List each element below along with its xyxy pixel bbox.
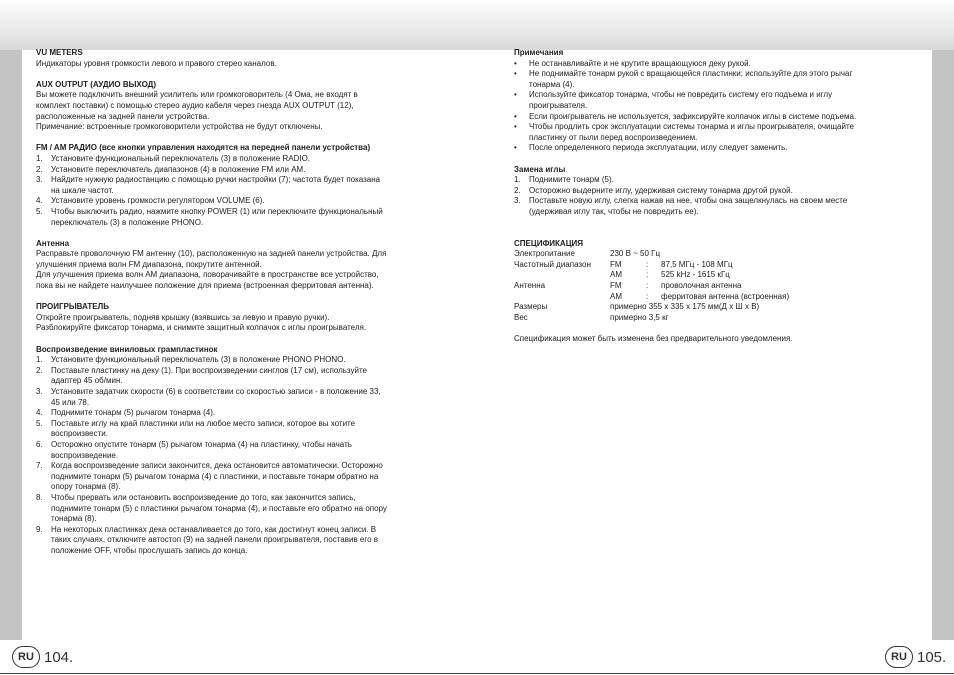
item-text [529,196,934,217]
text-line: Осторожно опустите тонарм (5) рычагом тонарма (4) на пластинку, чтобы начать [51,439,352,449]
vu-meters-text: Индикаторы уровня громкости левого и правого стерео каналов. [36,58,277,68]
spec-colon: : [646,259,649,269]
spec-row [514,302,934,313]
text-line: воспроизведение. [51,450,119,460]
text-line: Примечание: встроенные громкоговорители устройства не будут отключены. [36,122,323,132]
spec-unit: примерно 3,5 кг [610,312,669,322]
spec-unit: FM [610,259,622,269]
item-text [51,525,441,557]
item-number: 8. [36,492,43,502]
bullet-icon: • [514,58,517,68]
spec-colon: : [646,291,649,301]
item-number: 1. [514,175,521,185]
right-margin-bar [932,50,954,640]
text-line: таких случаях, отключите автостоп (9) на задней панели проигрывателя, поставив его в [51,535,379,545]
spec-colon: : [646,281,649,291]
spec-row [514,281,934,292]
spec-value: проволочная антенна [661,281,742,291]
text-line: Установите уровень громкости регулятором VOLUME (6). [51,196,265,206]
list-item [36,165,441,176]
page-number-left [12,646,73,668]
list-item [36,196,441,207]
text-line: на шкале частот. [51,185,114,195]
item-text [51,440,441,461]
text-line: Поднимите тонарм (5) рычагом тонарма (4). [51,408,216,418]
text-line: поднимите тонарм (5) с пластинки рычагом тонарма (4), и поставьте его обратно на опору [51,503,387,513]
language-badge: RU [885,646,913,668]
list-item [36,493,441,525]
list-item [36,387,441,408]
text-line: Установите задатчик скорости (6) в соответствии со скоростью записи - в положение 33, [51,387,381,396]
specification-table [514,249,934,323]
item-number: 2. [36,365,43,375]
text-line: тонарма (4). [529,79,575,89]
fm-am-radio-heading: FM / AM РАДИО (все кнопки управления находятся на передней панели устройства) [36,143,371,153]
item-text [529,186,934,197]
left-page-column [36,48,441,557]
text-line: Не останавливайте и не крутите вращающуюся деку рукой. [529,58,751,68]
spec-value: ферритовая антенна (встроенная) [661,291,790,301]
text-line: Поставьте пластинку на деку (1). При воспроизведении синглов (17 см), используйте [51,365,367,375]
text-line: Чтобы выключить радио, нажмите кнопку POWER (1) или переключите функциональный [51,206,383,216]
text-line: Чтобы продлить срок эксплуатации системы тонарма и иглы проигрывателя, очищайте [529,122,854,132]
item-text [51,165,441,176]
aux-output-heading: AUX OUTPUT (АУДИО ВЫХОД) [36,79,157,89]
notes-heading: Примечания [514,48,564,57]
list-item [36,355,441,366]
needle-replacement-heading: Замена иглы [514,164,566,174]
text-line: На некоторых пластинках дека останавливается до того, как достигнут конец записи. В [51,524,377,534]
item-number: 2. [36,164,43,174]
text-line: Не поднимайте тонарм рукой с вращающейся пластинки; используйте для этого рычаг [529,69,853,79]
spec-key: Антенна [514,281,546,291]
text-line: Осторожно выдерните иглу, удерживая систему тонарма другой рукой. [529,185,793,195]
list-item [514,112,934,123]
item-text [51,461,441,493]
list-item [514,143,934,154]
item-text [51,207,441,228]
item-text [51,493,441,525]
text-line: Используйте фиксатор тонарма, чтобы не повредить систему его подъема и иглу [529,90,833,100]
text-line: положение OFF, чтобы прослушать запись до конца. [51,545,248,555]
spec-key: Частотный диапазон [514,259,591,269]
needle-replacement-steps [514,175,934,217]
text-line: Откройте проигрыватель, подняв крышку (взявшись за левую и правую ручки). [36,312,330,322]
list-item [514,122,934,143]
list-item [514,69,934,90]
item-number: 3. [36,175,43,185]
text-line: Чтобы прервать или остановить воспроизведение до того, как закончится запись, [51,492,356,502]
list-item [36,175,441,196]
item-number: 3. [36,387,43,396]
text-line: тонарма (8). [51,514,97,524]
specification-note: Спецификация может быть изменена без предварительного уведомления. [514,334,793,344]
text-line: После определенного периода эксплуатации, иглу следует заменить. [529,143,788,153]
text-line: Если проигрыватель не используется, зафиксируйте колпачок иглы в системе подъема. [529,111,857,121]
text-line: Когда воспроизведение записи закончится, дека остановится автоматически. Осторожно [51,461,383,471]
bullet-icon: • [514,69,517,79]
item-number: 1. [36,355,43,365]
list-item [36,207,441,228]
item-number: 4. [36,408,43,418]
item-number: 3. [514,196,521,206]
text-line: воспроизвести. [51,429,108,439]
fm-am-radio-steps [36,154,441,228]
text-line: улучшения приема волн FM диапазона, покрутите антенной. [36,259,262,269]
spec-row [514,260,934,271]
spec-key [514,270,610,281]
right-page-column [514,48,934,345]
text-line: 45 или 78. [51,397,90,407]
item-number: 1. [36,153,43,163]
page-number-text: 105. [917,648,947,666]
text-line: пока вы не найдете наилучшее положение для приема (встроенная ферритовая антенна). [36,281,374,291]
antenna-text [36,249,441,291]
spec-row [514,249,934,260]
text-line: Поставьте новую иглу, слегка нажав на нее, чтобы она защелкнулась на своем месте [529,196,848,206]
list-item [36,366,441,387]
text-line: переключатель (3) в положение PHONO. [51,217,204,227]
bottom-rule [0,673,954,674]
text-line: Установите переключатель диапазонов (4) в положение FM или AM. [51,164,306,174]
antenna-heading: Антенна [36,238,70,248]
aux-output-text [36,90,441,132]
item-number: 5. [36,206,43,216]
text-line: проигрывателя. [529,100,588,110]
list-item [36,419,441,440]
text-line: комплект поставки) с помощью стерео аудио кабеля через гнезда AUX OUTPUT (12), [36,100,354,110]
spec-value: 87,5 МГц - 108 МГц [661,259,733,269]
item-text [529,122,934,143]
text-line: опору тонарма (8). [51,482,121,492]
page-number-text: 104. [44,648,74,666]
vinyl-playback-heading: Воспроизведение виниловых грампластинок [36,344,218,354]
notes-list [514,59,934,154]
list-item [36,154,441,165]
item-text [51,408,441,419]
item-text [529,112,934,123]
spec-row [514,313,934,324]
item-text [51,154,441,165]
item-text [51,196,441,207]
bullet-icon: • [514,143,517,153]
list-item [36,408,441,419]
left-margin-bar [0,50,22,640]
list-item [36,440,441,461]
text-line: Установите функциональный переключатель (3) в положение PHONO PHONO. [51,355,346,365]
player-heading: ПРОИГРЫВАТЕЛЬ [36,302,109,312]
text-line: расположенные на задней панели устройства. [36,111,210,121]
item-text [51,355,441,366]
page-number-right [885,646,946,668]
spec-key: Электропитание [514,249,575,259]
spec-key: Размеры [514,302,548,312]
spec-row [514,270,934,281]
language-badge: RU [12,646,40,668]
item-number: 6. [36,439,43,449]
text-line: Поднимите тонарм (5). [529,175,614,185]
text-line: (удерживая иглу так, чтобы не повредить ее). [529,206,699,216]
item-text [529,175,934,186]
item-number: 4. [36,196,43,206]
list-item [36,461,441,493]
item-text [51,175,441,196]
item-text [529,59,934,70]
text-line: пластинку от пыли перед воспроизведением. [529,132,698,142]
player-text [36,313,441,334]
vinyl-playback-steps [36,355,441,556]
list-item [514,196,934,217]
item-text [51,387,441,408]
spec-row [514,292,934,303]
spec-unit: AM [610,270,622,280]
spec-unit: 230 В ~ 50 Гц [610,249,661,259]
specification-heading: СПЕЦИФИКАЦИЯ [514,238,584,248]
text-line: Расправьте проволочную FM антенну (10), расположенную на задней панели устройства. Для [36,249,387,259]
text-line: Вы можете подключить внешний усилитель или громкоговоритель (4 Ома, не входят в [36,90,358,100]
item-number: 9. [36,524,43,534]
spec-unit: примерно 355 x 335 x 175 мм(Д x Ш x В) [610,302,760,312]
item-number: 2. [514,185,521,195]
text-line: адаптер 45 об/мин. [51,376,123,386]
item-text [51,419,441,440]
list-item [514,175,934,186]
vu-meters-heading: VU METERS [36,48,83,57]
bullet-icon: • [514,122,517,132]
spec-key [514,292,610,303]
spec-unit: AM [610,291,622,301]
list-item [514,90,934,111]
text-line: Найдите нужную радиостанцию с помощью ручки настройки (7); частота будет показана [51,175,381,185]
text-line: поднимите тонарм (5) рычагом тонарма (4) с пластинки, и поставьте тонарм обратно на [51,471,379,481]
item-text [51,366,441,387]
text-line: Поставьте иглу на край пластинки или на любое место записи, которое вы хотите [51,418,356,428]
text-line: Для улучшения приема волн AM диапазона, поворачивайте в пространстве все устройство, [36,270,379,280]
bullet-icon: • [514,90,517,100]
item-number: 5. [36,418,43,428]
spec-key: Вес [514,312,528,322]
list-item [514,59,934,70]
spec-colon: : [646,270,649,280]
item-number: 7. [36,461,43,471]
item-text [529,69,934,90]
spec-unit: FM [610,281,622,291]
bullet-icon: • [514,111,517,121]
top-header-band [0,0,954,50]
list-item [514,186,934,197]
spec-value: 525 kHz - 1615 кГц [661,270,730,280]
text-line: Разблокируйте фиксатор тонарма, и снимите защитный колпачок с иглы проигрывателя. [36,323,367,333]
item-text [529,90,934,111]
list-item [36,525,441,557]
text-line: Установите функциональный переключатель (3) в положение RADIO. [51,153,311,163]
item-text [529,143,934,154]
